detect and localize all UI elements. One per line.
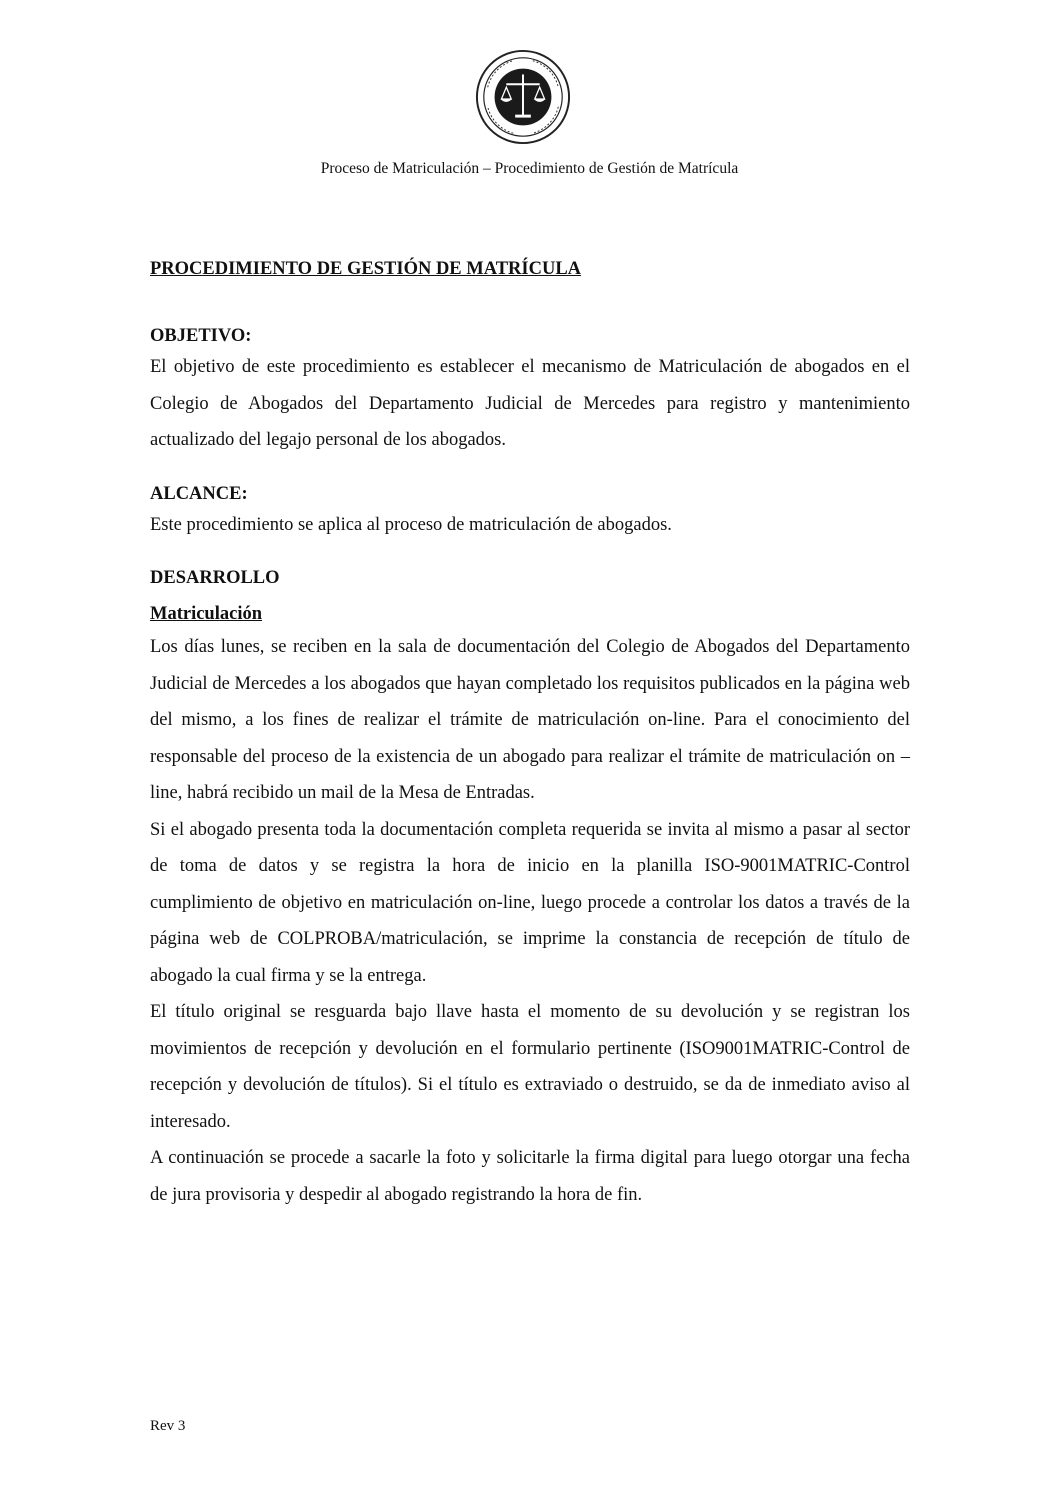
alcance-heading: ALCANCE: [150, 483, 248, 504]
document-title: PROCEDIMIENTO DE GESTIÓN DE MATRÍCULA [150, 259, 582, 279]
document-body [150, 256, 910, 1213]
objetivo-heading: OBJETIVO: [150, 326, 252, 346]
desarrollo-heading: DESARROLLO [150, 568, 280, 588]
seal-icon [474, 48, 572, 146]
body-paragraph: El título original se resguarda bajo llave hasta el momento de su devolución y se registran los movimientos de recepción y devolución en el formulario pertinente (ISO9001MATRIC-Control de recepción y devolución de títulos). Si el título es extraviado o destruido, se da de inmediato aviso al interesado. [150, 1002, 910, 1132]
body-paragraph: A continuación se procede a sacarle la foto y solicitarle la firma digital para luego otorgar una fecha de jura provisoria y despedir al abogado registrando la hora de fin. [150, 1148, 910, 1205]
running-header: Proceso de Matriculación – Procedimiento de Gestión de Matrícula [320, 160, 739, 177]
objetivo-paragraph: El objetivo de este procedimiento es establecer el mecanismo de Matriculación de abogados en el Colegio de Abogados del Departamento Judicial de Mercedes para registro y mantenimiento actualizado del legajo personal de los abogados. [150, 357, 910, 450]
body-paragraph: Si el abogado presenta toda la documentación completa requerida se invita al mismo a pasar al sector de toma de datos y se registra la hora de inicio en la planilla ISO-9001MATRIC-Control cumplimiento de objetivo en matriculación on-line, luego procede a controlar los datos a través de la página web de COLPROBA/matriculación, se imprime la constancia de recepción de título de abogado la cual firma y se la entrega. [150, 819, 910, 986]
matriculacion-heading: Matriculación [150, 604, 263, 624]
body-paragraph: Los días lunes, se reciben en la sala de documentación del Colegio de Abogados del Departamento Judicial de Mercedes a los abogados que hayan completado los requisitos publicados en la página web del mismo, a los fines de realizar el trámite de matriculación on-line. Para el conocimiento del responsable del proceso de la existencia de un abogado para realizar el trámite de matriculación on –line, habrá recibido un mail de la Mesa de Entradas. [150, 637, 910, 803]
revision-footer: Rev 3 [150, 1418, 186, 1434]
alcance-paragraph: Este procedimiento se aplica al proceso de matriculación de abogados. [150, 514, 672, 535]
